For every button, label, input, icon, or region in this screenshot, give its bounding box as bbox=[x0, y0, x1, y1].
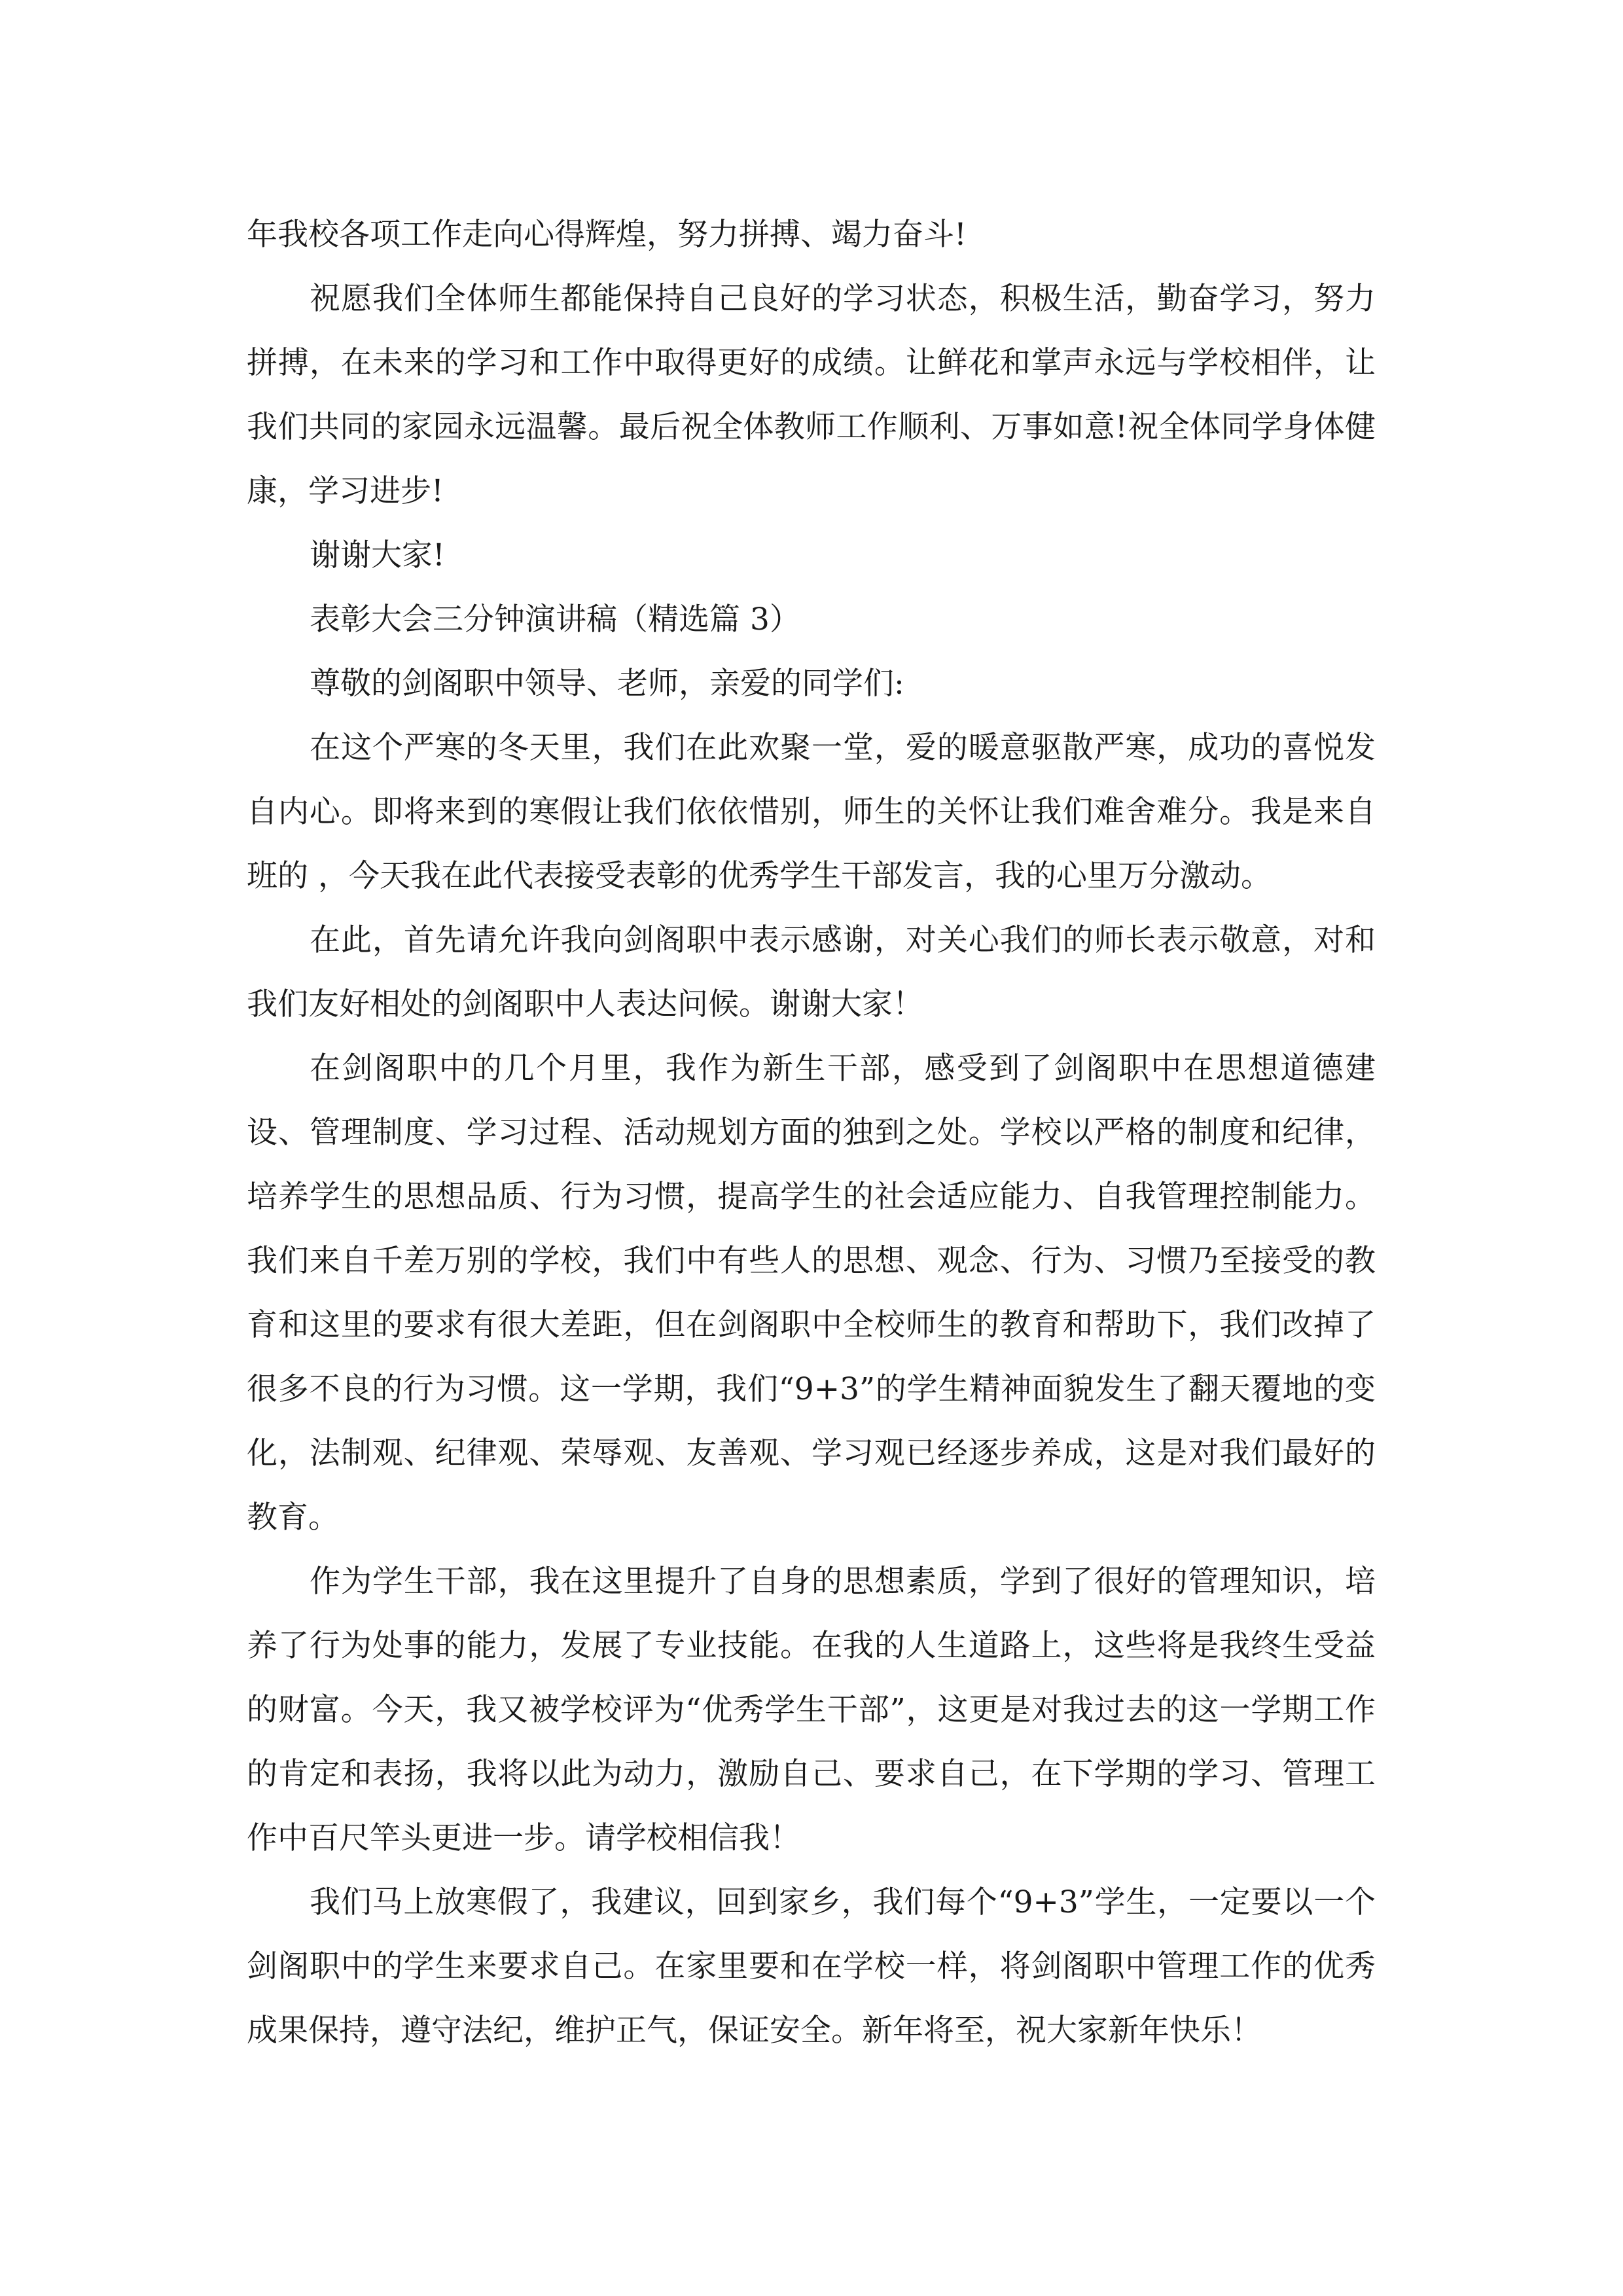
paragraph-growth: 作为学生干部，我在这里提升了自身的思想素质，学到了很好的管理知识，培养了行为处事的能力，发展了专业技能。在我的人生道路上，这些将是我终生受益的财富。今天，我又被学校评为“优秀学生干部”，这更是对我过去的这一学期工作的肯定和表扬，我将以此为动力，激励自己、要求自己，在下学期的学习、管理工作中百尺竿头更进一步。请学校相信我！ bbox=[247, 1564, 1376, 1856]
document-body bbox=[247, 203, 1376, 2063]
paragraph-wishes: 祝愿我们全体师生都能保持自己良好的学习状态，积极生活，勤奋学习，努力拼搏，在未来的学习和工作中取得更好的成绩。让鲜花和掌声永远与学校相伴，让我们共同的家园永远温馨。最后祝全体教师工作顺利、万事如意!祝全体同学身体健康，学习进步! bbox=[247, 281, 1376, 509]
paragraph-experience: 在剑阁职中的几个月里，我作为新生干部，感受到了剑阁职中在思想道德建设、管理制度、学习过程、活动规划方面的独到之处。学校以严格的制度和纪律，培养学生的思想品质、行为习惯，提高学生的社会适应能力、自我管理控制能力。我们来自千差万别的学校，我们中有些人的思想、观念、行为、习惯乃至接受的教育和这里的要求有很大差距，但在剑阁职中全校师生的教育和帮助下，我们改掉了很多不良的行为习惯。这一学期，我们“9+3”的学生精神面貌发生了翻天覆地的变化，法制观、纪律观、荣辱观、友善观、学习观已经逐步养成，这是对我们最好的教育。 bbox=[247, 1050, 1376, 1535]
paragraph-opening: 在这个严寒的冬天里，我们在此欢聚一堂，爱的暖意驱散严寒，成功的喜悦发自内心。即将来到的寒假让我们依依惜别，师生的关怀让我们难舍难分。我是来自 班的 ，今天我在此代表接受表彰的优秀学生干部发言，我的心里万分激动。 bbox=[247, 730, 1376, 894]
paragraph-gratitude: 在此，首先请允许我向剑阁职中表示感谢，对关心我们的师长表示敬意，对和我们友好相处的剑阁职中人表达问候。谢谢大家！ bbox=[247, 922, 1376, 1022]
paragraph-salutation: 尊敬的剑阁职中领导、老师，亲爱的同学们: bbox=[310, 666, 904, 702]
paragraph-continuation: 年我校各项工作走向心得辉煌，努力拼搏、竭力奋斗! bbox=[247, 217, 967, 253]
paragraph-closing: 我们马上放寒假了，我建议，回到家乡，我们每个“9+3”学生，一定要以一个剑阁职中的学生来要求自己。在家里要和在学校一样，将剑阁职中管理工作的优秀成果保持，遵守法纪，维护正气，保证安全。新年将至，祝大家新年快乐！ bbox=[247, 1884, 1376, 2049]
paragraph-thanks: 谢谢大家! bbox=[310, 537, 445, 573]
section-title: 表彰大会三分钟演讲稿（精选篇 3） bbox=[310, 601, 800, 637]
